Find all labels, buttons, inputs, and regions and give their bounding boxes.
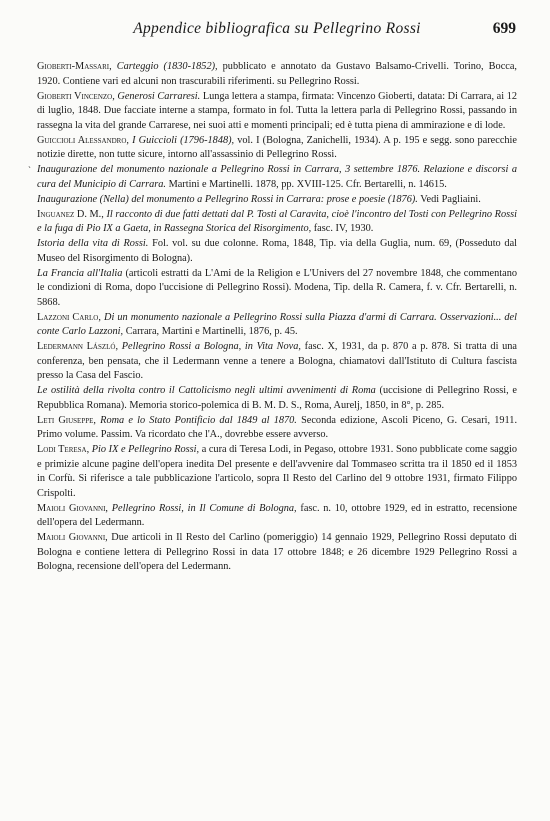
margin-tick-mark: ` <box>28 165 31 175</box>
entry-author: Gioberti-Massari, <box>37 61 112 72</box>
page-number: 699 <box>492 20 516 37</box>
entry-text: fasc. X, 1931, da p. 870 a p. 878. Si tratta di una conferenza, ben pensata, che il Ledermann venne a tenere a Bologna, chiamatovi dall'Istituto di Cultura fascista presso la Casa del Fascio. <box>37 341 517 381</box>
entry-author: Leti Giuseppe, <box>37 414 96 426</box>
entry-title: I Guiccioli (1796-1848), <box>132 134 235 146</box>
entry-text: a cura di Teresa Lodi, in Pegaso, ottobre 1931. Sono pubblicate come saggio e primizie alcune pagine dell'opera inedita Del presente e dell'avvenire dal Tommaseo scritta tra il 1850 ed il 1853 in Corfù. Si riferisce a tale pubblicazione l'articolo, sopra Il Resto del Carlino del 9 ottobre 1931, firmato Filippo Crispolti. <box>37 444 517 499</box>
entry-text: fasc. IV, 1930. <box>313 223 374 234</box>
entry-text: Lunga lettera a stampa, firmata: Vincenzo Gioberti, datata: Di Carrara, ai 12 di luglio, 1848. Due facciate interne a stampa, formato in fol. Tutta la lettera parla di Pellegrino Rossi, passando in rassegna la vita del grande Carrarese, nei suoi atti e momenti principali; ed è tutta piena di ammirazione e di lode. <box>37 90 517 131</box>
bibliography-entry <box>37 193 517 208</box>
bibliography-entry <box>37 414 517 443</box>
bibliography-entry <box>37 443 517 501</box>
entry-title: Pellegrino Rossi a Bologna, in Vita Nova, <box>121 341 301 352</box>
page-header <box>38 20 516 42</box>
entry-author: Lodi Teresa, <box>37 444 90 455</box>
entry-text: pubblicato e annotato da Gustavo Balsamo-Crivelli. Torino, Bocca, 1920. Contiene vari ed alcuni non trascurabili riferimenti. su Pellegrino Rossi. <box>37 61 517 87</box>
entry-title: Istoria della vita di Rossi. <box>37 238 149 249</box>
entry-text: Carrara, Martini e Martinelli, 1876, p. 45. <box>125 326 298 337</box>
entry-title: Le ostilità della rivolta contro il Cattolicismo negli ultimi avvenimenti di Roma <box>37 385 376 396</box>
entry-author: Guiccioli Alessandro, <box>37 134 129 146</box>
entry-author: Maioli Giovanni, <box>37 502 108 514</box>
entry-text: Seconda edizione, Ascoli Piceno, G. Cesari, 1911. Primo volume. Passim. Va ricordato che l'A., dovrebbe essere avverso. <box>37 414 518 440</box>
bibliography-list <box>28 60 518 575</box>
entry-title: Roma e lo Stato Pontificio dal 1849 al 1870. <box>100 414 297 426</box>
entry-title: Inaugurazione del monumento nazionale a Pellegrino Rossi in Carrara, 3 settembre 1876. Relazione e discorsi a cura del Municipio di Carrara. <box>37 164 517 190</box>
bibliography-entry <box>37 60 517 89</box>
entry-text: Due articoli in Il Resto del Carlino (pomeriggio) 14 gennaio 1929, Pellegrino Rossi deputato di Bologna e contiene lettera di Pellegrino Rossi in data 17 ottobre 1848; e 26 dicembre 1929 Pellegrino Rossi a Bologna, recensione dell'opera del Ledermann. <box>37 532 517 572</box>
bibliography-entry <box>37 90 517 134</box>
bibliography-entry <box>37 384 517 413</box>
entry-title: Di un monumento nazionale a Pellegrino Rossi sulla Piazza d'armi di Carrara. Osservazioni... del conte Carlo Lazzoni, <box>37 311 517 337</box>
bibliography-entry <box>37 208 517 237</box>
bibliography-entry <box>37 340 517 384</box>
entry-title: Pellegrino Rossi, in Il Comune di Bologna, <box>111 502 297 514</box>
entry-text: Martini e Martinelli. 1878, pp. XVIII-125. Cfr. Bertarelli, n. 14615. <box>168 178 447 190</box>
entry-author: Inguanez D. M., <box>37 208 104 220</box>
entry-author: Lazzoni Carlo, <box>37 311 101 323</box>
running-title: Appendice bibliografica su Pellegrino Rossi <box>133 20 421 37</box>
entry-title: Inaugurazione (Nella) del monumento a Pellegrino Rossi in Carrara: prose e poesie (1876). <box>37 193 418 205</box>
bibliography-entry <box>28 163 517 192</box>
bibliography-entry <box>37 502 517 531</box>
entry-title: Carteggio (1830-1852), <box>116 61 218 72</box>
bibliography-entry <box>37 134 517 163</box>
entry-title: Pio IX e Pellegrino Rossi, <box>91 444 200 455</box>
bibliography-entry <box>37 267 517 311</box>
entry-author: Ledermann László, <box>37 341 119 352</box>
entry-text: vol. I (Bologna, Zanichelli, 1934). A p. 195 e segg. sono parecchie notizie dirette, non tutte sicure, intorno all'assassinio di Pellegrino Rossi. <box>37 134 517 160</box>
entry-text: fasc. n. 10, ottobre 1929, ed in estratto, recensione dell'opera del Ledermann. <box>37 502 518 528</box>
bibliography-entry <box>37 311 517 340</box>
entry-text: Vedi Pagliaini. <box>420 193 481 205</box>
entry-text: Fol. vol. su due colonne. Roma, 1848, Tip. via della Guglia, num. 69, (Posseduto dal Museo del Risorgimento di Bologna). <box>37 238 518 264</box>
entry-author: Maioli Giovanni, <box>37 532 108 543</box>
entry-title: La Francia all'Italia <box>37 267 123 279</box>
bibliography-entry <box>37 531 517 575</box>
entry-text: (uccisione di Pellegrino Rossi, e Repubblica Romana). Memoria storico-polemica di B. M. D. S., Roma, Aurelj, 1850, in 8°, p. 285. <box>37 385 518 411</box>
entry-title: Il racconto di due fatti dettati dal P. Tosti al Caravita, cioè l'incontro del Tosti con Pellegrino Rossi e la fuga di Pio IX a Gaeta, in Rassegna Storica del Risorgimento, <box>37 208 518 234</box>
entry-text: (articoli estratti da L'Ami de la Religion e L'Univers del 27 novembre 1848, che commentano le condizioni di Roma, dopo l'uccisione di Pellegrino Rossi). Modena, Tip. della R. Camera, f. v. Cfr. Bertarelli, n. 5868. <box>37 267 517 308</box>
entry-author: Gioberti Vincenzo, <box>37 90 115 102</box>
bibliography-entry <box>37 237 517 266</box>
entry-title: Generosi Carraresi. <box>117 90 201 102</box>
